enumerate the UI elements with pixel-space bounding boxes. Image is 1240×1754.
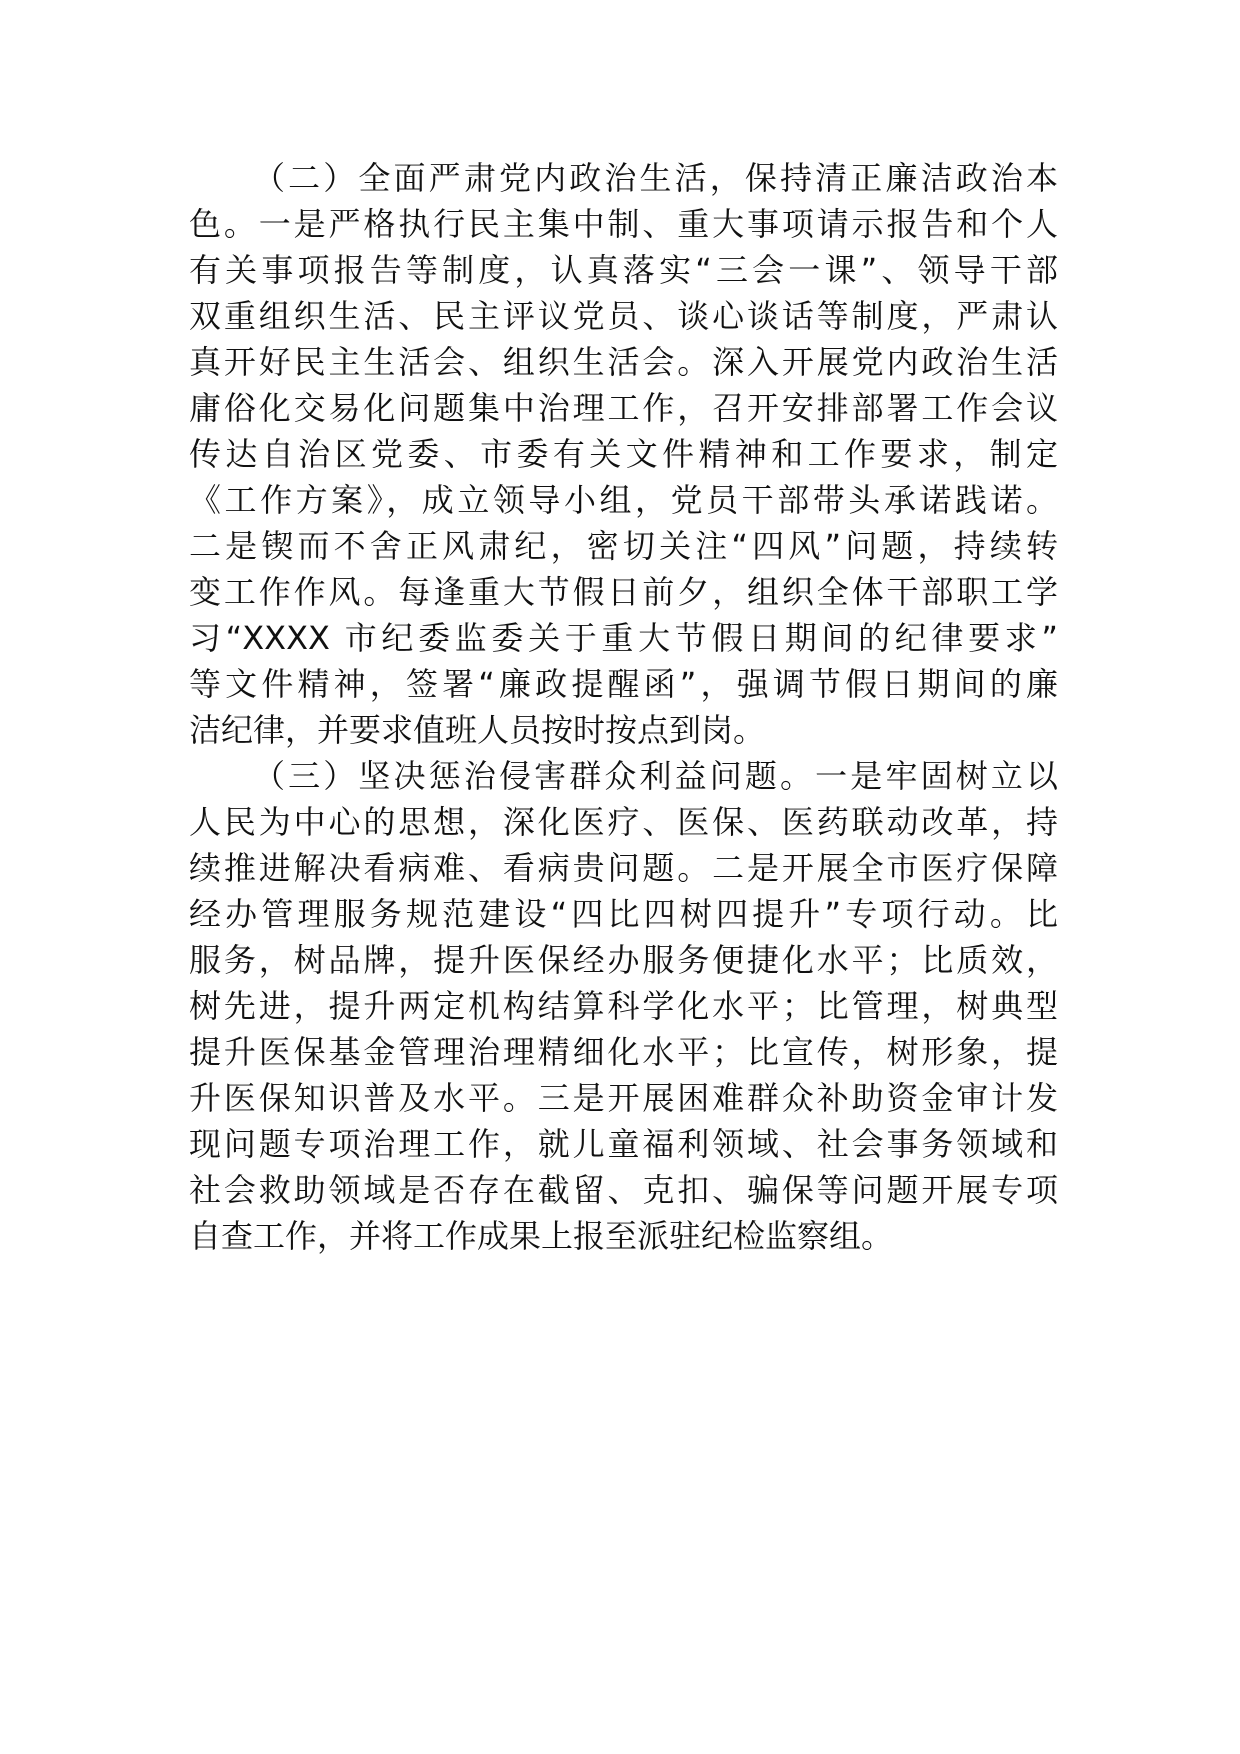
paragraph-2-line-6: 庸俗化交易化问题集中治理工作，召开安排部署工作会议 xyxy=(189,389,1058,427)
paragraph-2-line-2: 色。一是严格执行民主集中制、重大事项请示报告和个人 xyxy=(189,205,1058,243)
paragraph-2-line-13: 洁纪律，并要求值班人员按时按点到岗。 xyxy=(189,711,766,749)
paragraph-2-line-9: 二是锲而不舍正风肃纪，密切关注“四风”问题，持续转 xyxy=(189,527,1058,565)
paragraph-2-line-5: 真开好民主生活会、组织生活会。深入开展党内政治生活 xyxy=(189,343,1058,381)
paragraph-2-line-12: 等文件精神，签署“廉政提醒函”，强调节假日期间的廉 xyxy=(189,665,1058,703)
paragraph-2-line-3: 有关事项报告等制度，认真落实“三会一课”、领导干部 xyxy=(189,251,1058,289)
paragraph-3-line-2: 人民为中心的思想，深化医疗、医保、医药联动改革，持 xyxy=(189,803,1058,841)
paragraph-2-line-8: 《工作方案》，成立领导小组，党员干部带头承诺践诺。 xyxy=(189,481,1058,519)
paragraph-3-line-6: 树先进，提升两定机构结算科学化水平；比管理，树典型 xyxy=(189,987,1058,1025)
paragraph-2-line-1: （二）全面严肃党内政治生活，保持清正廉洁政治本 xyxy=(253,159,1058,197)
paragraph-3-line-7: 提升医保基金管理治理精细化水平；比宣传，树形象，提 xyxy=(189,1033,1058,1071)
paragraph-2-line-7: 传达自治区党委、市委有关文件精神和工作要求，制定 xyxy=(189,435,1058,473)
paragraph-3-line-3: 续推进解决看病难、看病贵问题。二是开展全市医疗保障 xyxy=(189,849,1058,887)
paragraph-2-line-4: 双重组织生活、民主评议党员、谈心谈话等制度，严肃认 xyxy=(189,297,1058,335)
paragraph-3-line-10: 社会救助领域是否存在截留、克扣、骗保等问题开展专项 xyxy=(189,1171,1058,1209)
document-body xyxy=(189,155,1058,1259)
paragraph-3-line-8: 升医保知识普及水平。三是开展困难群众补助资金审计发 xyxy=(189,1079,1058,1117)
paragraph-3-line-4: 经办管理服务规范建设“四比四树四提升”专项行动。比 xyxy=(189,895,1058,933)
paragraph-3-line-1: （三）坚决惩治侵害群众利益问题。一是牢固树立以 xyxy=(253,757,1058,795)
paragraph-2-line-10: 变工作作风。每逢重大节假日前夕，组织全体干部职工学 xyxy=(189,573,1058,611)
paragraph-2-line-11: 习“XXXX 市纪委监委关于重大节假日期间的纪律要求” xyxy=(189,619,1058,657)
paragraph-3-line-11: 自查工作，并将工作成果上报至派驻纪检监察组。 xyxy=(189,1217,894,1255)
paragraph-3-line-9: 现问题专项治理工作，就儿童福利领域、社会事务领域和 xyxy=(189,1125,1058,1163)
paragraph-3-line-5: 服务，树品牌，提升医保经办服务便捷化水平；比质效， xyxy=(189,941,1058,979)
